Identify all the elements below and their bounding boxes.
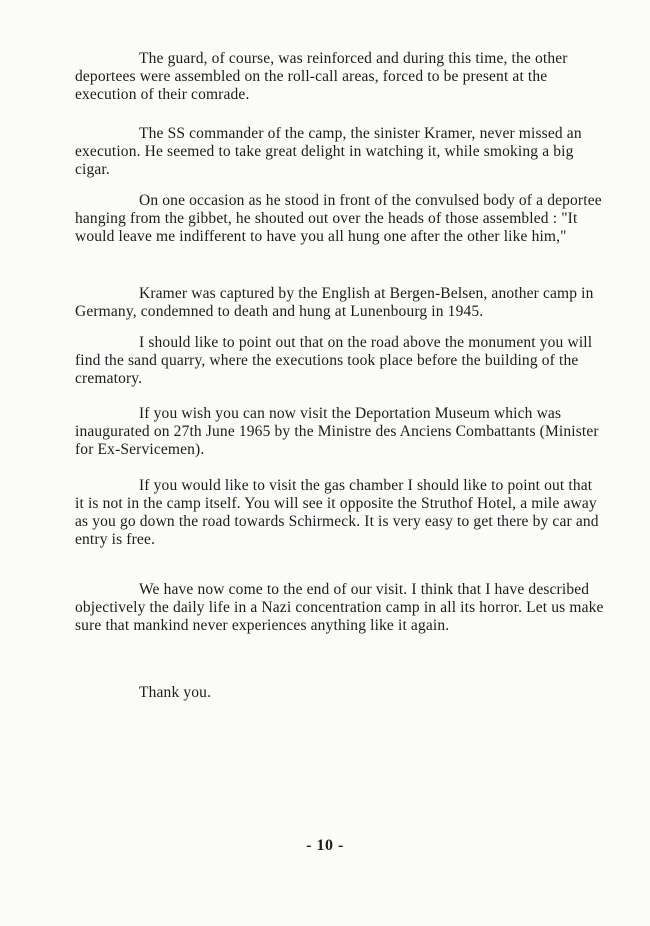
paragraph-thank-you: Thank you. xyxy=(139,684,212,701)
paragraph-kramer-captured: Kramer was captured by the English at Bergen-Belsen, another camp in Germany, condemned to death and hung at Lunenbourg in 1945. xyxy=(75,285,594,320)
paragraph-gas-chamber: If you would like to visit the gas chamber I should like to point out that it is not in the camp itself. You will see it opposite the Struthof Hotel, a mile away as you go down the road towards Schirmeck. It is very easy to get there by car and entry is free. xyxy=(75,477,599,548)
paragraph-convulsed-body: On one occasion as he stood in front of the convulsed body of a deportee hanging from the gibbet, he shouted out over the heads of those assembled : "It would leave me indifferent to have you all hung one after the other like him," xyxy=(75,192,602,245)
paragraph-deportation-museum: If you wish you can now visit the Deportation Museum which was inaugurated on 27th June 1965 by the Ministre des Anciens Combattants (Minister for Ex-Servicemen). xyxy=(75,405,599,458)
paragraph-guard-reinforced: The guard, of course, was reinforced and during this time, the other deportees were assembled on the roll-call areas, forced to be present at the execution of their comrade. xyxy=(75,50,568,103)
page-number: - 10 - xyxy=(306,837,344,854)
paragraph-end-of-visit: We have now come to the end of our visit. I think that I have described objectively the daily life in a Nazi concentration camp in all its horror. Let us make sure that mankind never experiences anything like it again. xyxy=(75,581,604,634)
paragraph-sand-quarry: I should like to point out that on the road above the monument you will find the sand quarry, where the executions took place before the building of the crematory. xyxy=(75,334,593,387)
paragraph-ss-commander: The SS commander of the camp, the sinister Kramer, never missed an execution. He seemed to take great delight in watching it, while smoking a big cigar. xyxy=(75,125,582,178)
